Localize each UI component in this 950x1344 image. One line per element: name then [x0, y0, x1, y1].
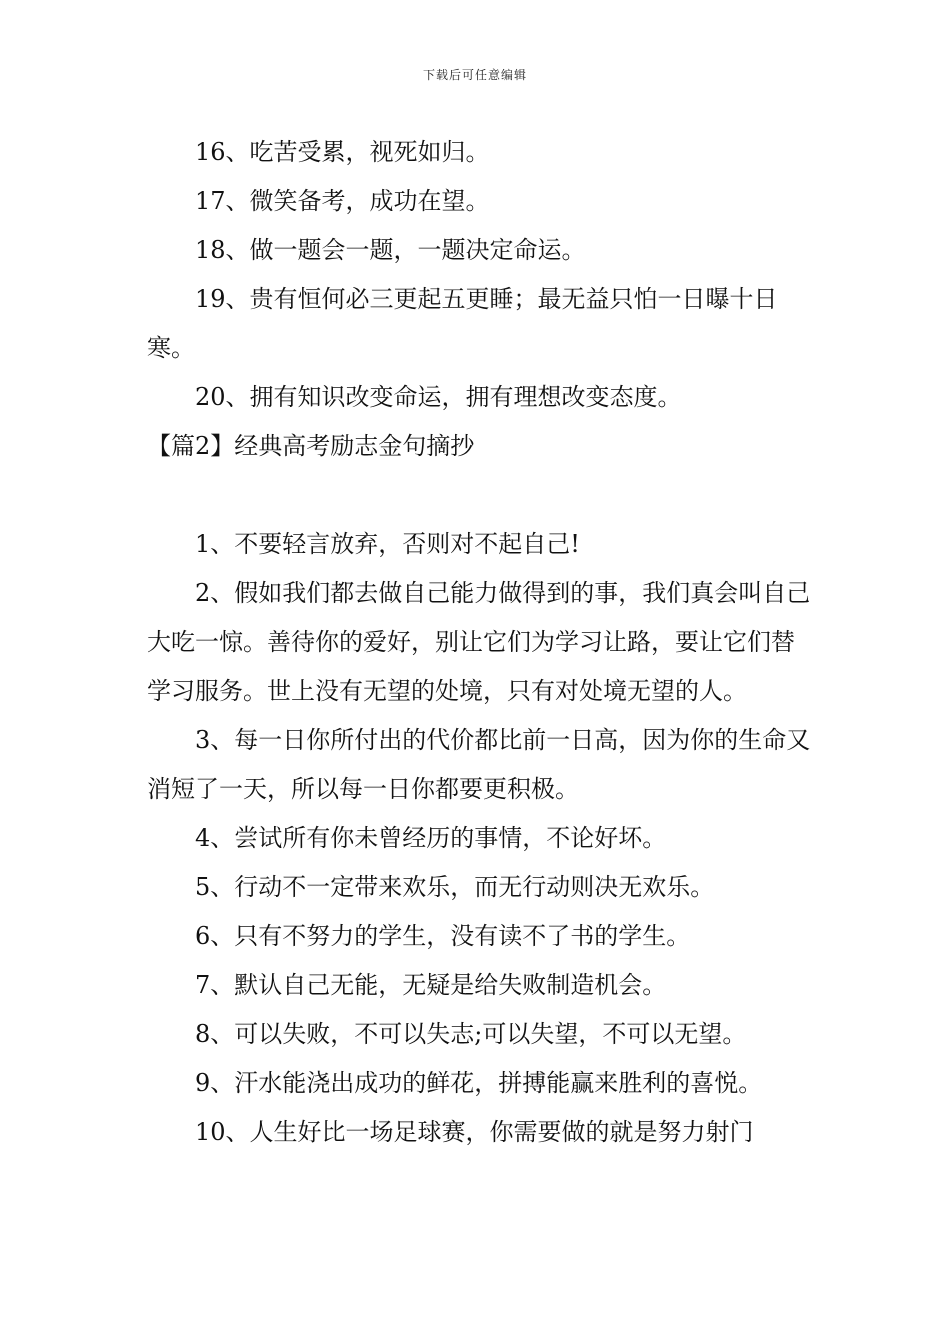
list-item: 10、人生好比一场足球赛，你需要做的就是努力射门	[195, 1118, 754, 1146]
list-item: 16、吃苦受累，视死如归。	[195, 138, 490, 166]
list-item: 19、贵有恒何必三更起五更睡；最无益只怕一日曝十日寒。	[147, 285, 778, 362]
list-item: 2、假如我们都去做自己能力做得到的事，我们真会叫自己大吃一惊。善待你的爱好，别让它们为学习让路，要让它们替学习服务。世上没有无望的处境，只有对处境无望的人。	[147, 579, 811, 705]
list-item: 18、做一题会一题，一题决定命运。	[195, 236, 586, 264]
document-body	[147, 128, 812, 1157]
list-item: 9、汗水能浇出成功的鲜花，拼搏能赢来胜利的喜悦。	[195, 1069, 763, 1097]
list-item: 5、行动不一定带来欢乐，而无行动则决无欢乐。	[195, 873, 715, 901]
header-note: 下载后可任意编辑	[422, 68, 527, 82]
section-title: 【篇2】经典高考励志金句摘抄	[147, 432, 475, 460]
list-item: 7、默认自己无能，无疑是给失败制造机会。	[195, 971, 667, 999]
list-item: 20、拥有知识改变命运，拥有理想改变态度。	[195, 383, 682, 411]
list-item: 3、每一日你所付出的代价都比前一日高，因为你的生命又消短了一天，所以每一日你都要更积极。	[147, 726, 811, 803]
list-item: 6、只有不努力的学生，没有读不了书的学生。	[195, 922, 691, 950]
list-item: 4、尝试所有你未曾经历的事情，不论好坏。	[195, 824, 667, 852]
list-item: 17、微笑备考，成功在望。	[195, 187, 490, 215]
list-item: 1、不要轻言放弃，否则对不起自己!	[195, 530, 580, 558]
section-spacer	[147, 471, 812, 520]
list-item: 8、可以失败，不可以失志;可以失望，不可以无望。	[195, 1020, 747, 1048]
